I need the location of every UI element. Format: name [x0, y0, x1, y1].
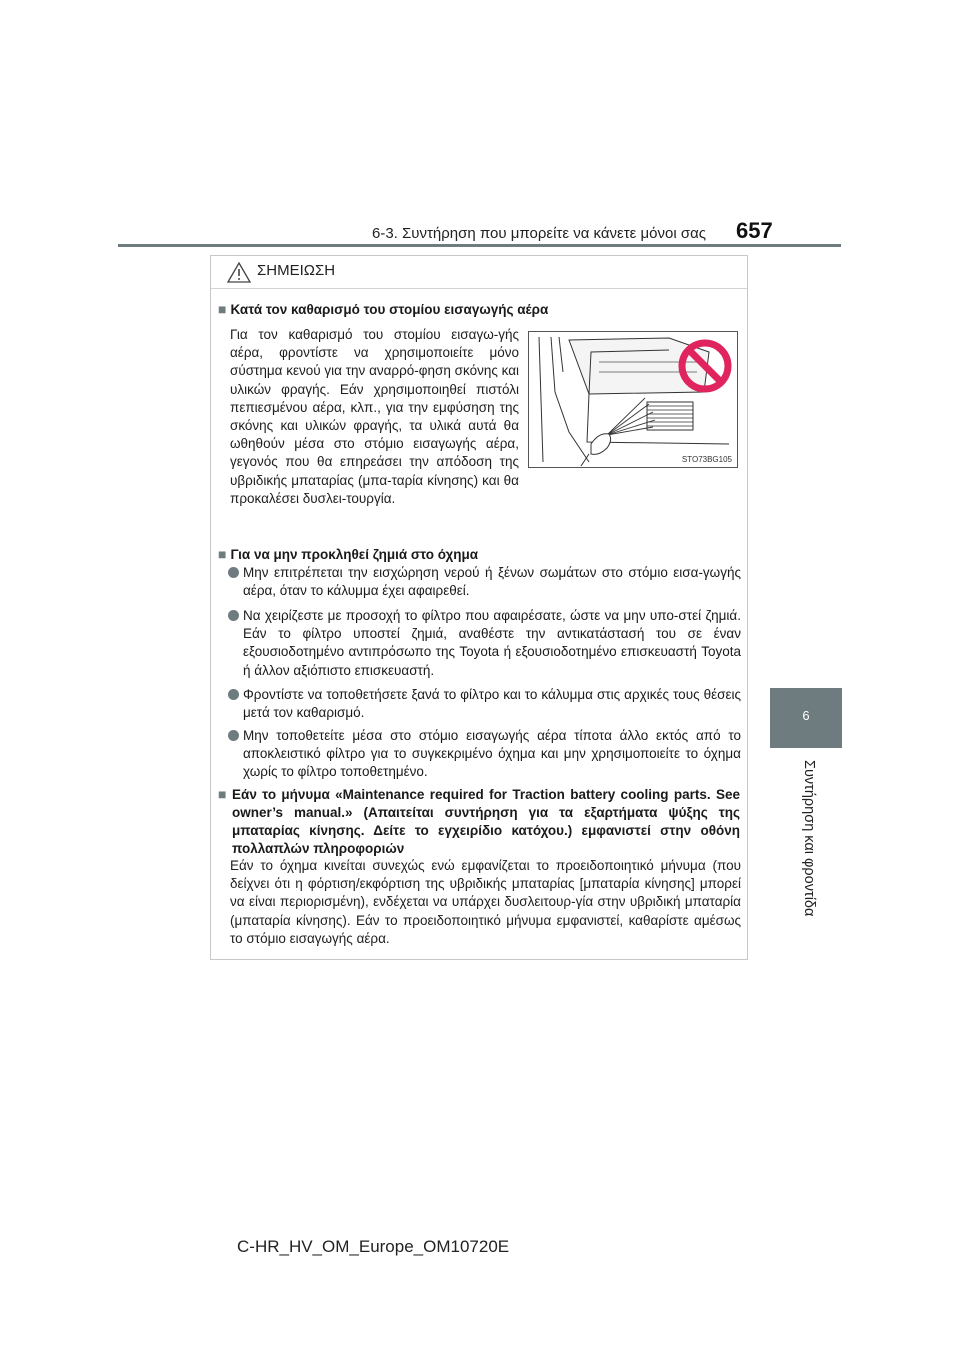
notice-title: ΣΗΜΕΙΩΣΗ	[257, 262, 336, 279]
bullet-dot-icon	[228, 610, 239, 621]
bullet-dot-icon	[228, 730, 239, 741]
illustration-vacuum-air-intake	[528, 331, 738, 468]
bullet-item: Φροντίστε να τοποθετήσετε ξανά το φίλτρο και το κάλυμμα στις αρχικές τους θέσεις μετά τον καθαρισμό.	[228, 686, 741, 722]
notice-header	[211, 256, 747, 289]
air-intake-drawing	[529, 332, 737, 467]
page-number: 657	[736, 218, 773, 243]
document-id: C-HR_HV_OM_Europe_OM10720E	[237, 1237, 510, 1256]
chapter-number: 6	[802, 708, 810, 723]
square-bullet-icon: ■	[218, 301, 227, 317]
running-header: 6-3. Συντήρηση που μπορείτε να κάνετε μόνοι σας	[372, 225, 706, 242]
bullet-item: Να χειρίζεστε με προσοχή το φίλτρο που αφαιρέσατε, ώστε να μην υπο-στεί ζημιά. Εάν το φίλτρο υποστεί ζημιά, αναθέστε την αντικατάστασή του σε έναν εξουσιοδοτημένο αντιπρόσωπο της Toyota ή εξουσιοδοτημένο επισκευαστή Toyota ή άλλον αξιόπιστο επισκευαστή.	[228, 607, 741, 680]
bullet-dot-icon	[228, 689, 239, 700]
warning-triangle-icon	[227, 262, 251, 283]
figure-code: STO73BG105	[681, 455, 732, 464]
bullet-item: Μην επιτρέπεται την εισχώρηση νερού ή ξένων σωμάτων στο στόμιο εισα-γωγής αέρα, όταν το κάλυμμα έχει αφαιρεθεί.	[228, 564, 741, 600]
square-bullet-icon: ■	[218, 786, 229, 802]
section-heading-warning-message: ■ Εάν το μήνυμα «Maintenance required for Traction battery cooling parts. See owner’s manual.» (Απαιτείται συντήρηση για τα εξαρτήματα ψύξης της μπαταρίας κίνησης. Δείτε το εγχειρίδιο κατόχου.) εμφανιστεί στην οθόνη πολλαπλών πληροφοριών	[218, 786, 740, 856]
chapter-tab	[770, 688, 842, 748]
chapter-label: Συντήρηση και φροντίδα	[801, 760, 817, 917]
bullet-dot-icon	[228, 567, 239, 578]
cleaning-paragraph: Για τον καθαρισμό του στομίου εισαγω-γής αέρα, φροντίστε να χρησιμοποιείτε μόνο σύστημα κενού για την αναρρό-φηση σκόνης και υλικών φραγής. Εάν χρησιμοποιηθεί πιστόλι πεπιεσμένου αέρα, κλπ., για την εμφύσηση της σκόνης και υλικών φραγής, τα υλικά αυτά θα ωθηθούν μέσα στο στόμιο εισαγωγής αέρα, γεγονός που θα επηρεάσει την απόδοση της υβριδικής μπαταρίας (μπα-ταρία κίνησης) και θα προκαλέσει δυσλει-τουργία.	[230, 327, 519, 506]
section-heading-damage: ■ Για να μην προκληθεί ζημιά στο όχημα	[218, 546, 479, 562]
notice-box	[210, 255, 748, 960]
bullet-item: Μην τοποθετείτε μέσα στο στόμιο εισαγωγής αέρα τίποτα άλλο εκτός από το αποκλειστικό φίλτρο για το συγκεκριμένο όχημα και μην χρησιμοποιείτε το όχημα χωρίς το φίλτρο τοποθετημένο.	[228, 727, 741, 782]
warning-message-paragraph: Εάν το όχημα κινείται συνεχώς ενώ εμφανίζεται το προειδοποιητικό μήνυμα (που δείχνει ότι η φόρτιση/εκφόρτιση της υβριδικής μπαταρίας [μπαταρία κίνησης] μπορεί να είναι περιορισμένη), ενδέχεται να υπάρχει δυσλειτουρ-γία στην υβριδική μπαταρία (μπαταρία κίνησης). Εάν το προειδοποιητικό μήνυμα εμφανιστεί, καθαρίστε αμέσως το στόμιο εισαγωγής αέρα.	[230, 858, 741, 946]
header-divider	[118, 244, 841, 247]
square-bullet-icon: ■	[218, 546, 227, 562]
section-heading-cleaning: ■ Κατά τον καθαρισμό του στομίου εισαγωγής αέρα	[218, 301, 549, 317]
